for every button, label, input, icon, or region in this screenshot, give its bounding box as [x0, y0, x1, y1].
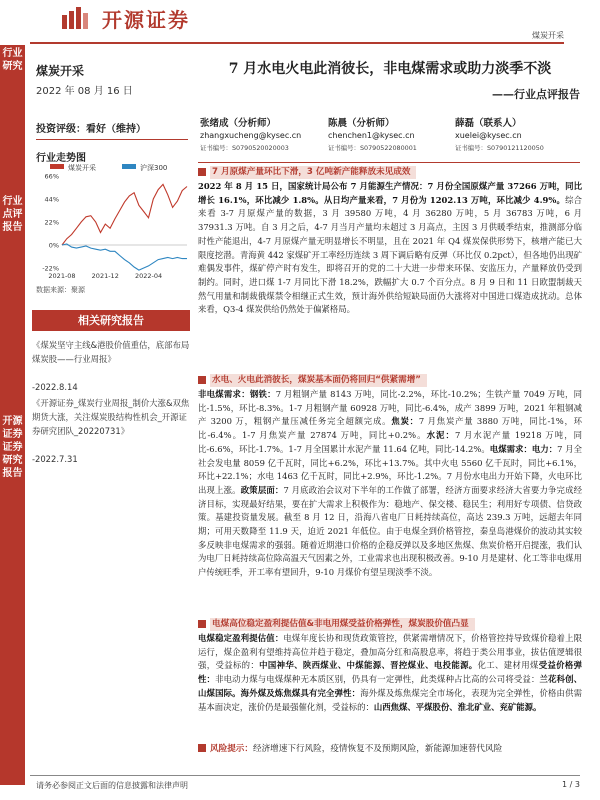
series-line-1: [62, 244, 187, 270]
left-divider: [36, 139, 188, 140]
logo-mark-icon: [62, 7, 96, 29]
chart-x-axis: [48, 272, 162, 280]
y-tick-label: -22%: [42, 264, 59, 273]
chart-y-axis: [42, 173, 187, 273]
strip-label-middle: 行业点评报告: [2, 196, 23, 233]
report-title: 7 月水电火电此消彼长，非电煤需求或助力淡季不淡: [228, 61, 552, 77]
analyst-card: [455, 118, 575, 154]
analyst-divider: [198, 162, 580, 163]
strip-label-top: 行业研究: [2, 48, 23, 72]
investment-rating: 投资评级：看好（维持）: [36, 124, 146, 135]
related-report-date: -2022.8.14: [32, 382, 78, 392]
analyst-name: 薛磊（联系人）: [455, 118, 522, 129]
legend-label-0: 煤炭开采: [68, 164, 96, 172]
header-divider: [30, 42, 564, 44]
related-reports-header: 相关研究报告: [32, 310, 190, 331]
header-sector-tag: 煤炭开采: [532, 31, 564, 40]
analyst-cert: 证书编号：S0790121120050: [455, 144, 544, 152]
y-tick-label: 22%: [44, 218, 59, 227]
report-subtitle: ——行业点评报告: [492, 88, 580, 101]
chart-title: 行业走势图: [36, 153, 86, 164]
industry-trend-chart: [32, 160, 192, 284]
bullet-icon: [198, 168, 206, 176]
analyst-email[interactable]: chenchen1@kysec.cn: [328, 131, 415, 140]
y-tick-label: 66%: [44, 172, 59, 181]
section-body: 2022 年 8 月 15 日，国家统计局公布 7 月能源生产情况：7 月份全国原煤产量 37266 万吨，同比增长 16.1%，环比减少 1.8%。从日均产量来看，7 月份为 1202.13 万吨，环比减少 4.9%。综合来看 3-7 月原煤产量的数据，3 月 39580 万吨，4 月 36280 万吨，5 月 36783 万吨，6 月 37931.3 万吨。自 3 月之后，4-7 月当月产量均未超过 3 月高点，主因 3 月供暖季结束，推测部分临时性产能退出，4-7 月原煤产量无明显增长不明显，且在 2021 年 Q4 煤炭保供形势下，核增产能已大限度挖潜。青海黄 442 家煤矿开工率经历连续 3 周下调后略有反弹（环比仅 0.2pct），但各地仍出现矿难偶发事件，煤矿停产时有发生，即将召开的党的二十大进一步带来环保、安监压力，产量释放仍受到制约。同时，进口煤 1-7 月同比下滑 18.2%，跌幅扩大 0.7 个百分点。8 月 9 日和 11 日欧盟制裁天然气用量和制裁俄煤禁令相继正式生效，预计海外供给短缺局面仍大涨将对中国进口煤造成扰动。总体来看，Q3-4 煤炭供给仍然处于偏紧格局。: [198, 181, 582, 315]
y-tick-label: 0%: [48, 241, 59, 250]
chart-legend: [50, 163, 167, 172]
chart-source: 数据来源：聚源: [36, 286, 85, 294]
bullet-icon: [198, 376, 206, 384]
x-tick-label: 2021-08: [48, 272, 76, 280]
analyst-card: [328, 118, 448, 154]
risk-text: 经济增速下行风险，疫情恢复不及预期风险，新能源加速替代风险: [252, 744, 503, 754]
section-heading: 7 月原煤产量环比下滑，3 亿吨新产能释放未见成效: [198, 165, 416, 179]
footer-disclaimer: 请务必参阅正文后面的信息披露和法律声明: [36, 781, 188, 790]
strip-label-bottom: 开源证券 证券研究报告: [2, 416, 23, 479]
analyst-name: 陈晨（分析师）: [328, 118, 395, 129]
report-date: 2022 年 08 月 16 日: [36, 86, 133, 97]
chart-lines: [62, 184, 187, 270]
x-tick-label: 2021-12: [91, 272, 119, 280]
legend-swatch-1: [122, 164, 136, 169]
x-tick-label: 2022-04: [134, 272, 163, 280]
bullet-icon: [198, 744, 206, 752]
page-number: 1 / 3: [562, 780, 580, 789]
analyst-card: [200, 118, 320, 154]
related-report-item[interactable]: 《煤炭坚守主线&港股价值重估，底部布局煤炭股——行业周报》: [32, 340, 190, 364]
section-body: 非电煤需求：钢铁：7 月粗钢产量 8143 万吨，同比-2.2%，环比-10.2%；生铁产量 7049 万吨，同比-1.5%，环比-8.3%。1-7 月粗钢产量 60928 万吨，同比-6.4%，成产 3899 万吨，2021 年粗钢减产 3200 万，粗钢产量压减任务完全超额完成。焦炭：7 月焦炭产量 3880 万吨，同比-1%，环比-6.4%。1-7 月焦炭产量 27874 万吨，同比+0.2%。水泥：7 月水泥产量 19218 万吨，同比-6.6%，环比-1.7%。1-7 月全国累计水泥产量 11.64 亿吨，同比-14.2%。电煤需求：电力：7 月全社会发电量 8059 亿千瓦时，同比+6.2%，环比+13.7%。其中火电 5560 亿千瓦时，同比+6.1%，环比+22.1%；水电 1463 亿千瓦时，同比+2.9%，环比-1.2%。7 月份水电出力开始下降，火电环比出现上涨。政策层面：7 月底政治会议对下半年的工作做了部署，经济方面要求经济大省要力争完成经济目标，实现最好结果，要在扩大需求上积极作为：稳地产、保交楼、稳民生；利用好专项债、信贷政策。基建投资量发展。截至 8 月 12 日，沿海八省电厂日耗持续高位，高达 239.3 万吨，远超去年同期；可用天数降至 11.9 天，迫近 2021 年低位。由于电煤全到价格管控，秦皇岛港煤价的波动其实较多反映非电煤需求的强弱。随着近期港口价格的企稳反弹以及多地区焦煤、焦炭价格开启提涨，我们认为电厂日耗持续高位除高温天气因素之外，工业需求也出现积极改善。9-10 月是建材、化工等非电煤用户传统旺季，开工率有望回升，9-10 月煤价有望呈现淡季不淡。: [198, 389, 583, 578]
series-line-0: [62, 184, 187, 245]
analyst-name: 张绪成（分析师）: [200, 118, 277, 129]
analyst-cert: 证书编号：S0790520020003: [200, 144, 289, 152]
legend-label-1: 沪深300: [140, 164, 168, 172]
analyst-email[interactable]: xuelei@kysec.cn: [455, 131, 522, 140]
y-tick-label: 44%: [44, 195, 59, 204]
section-body: 电煤稳定盈利提估值：电煤年度长协和现货政策管控，供紧需增情况下，价格管控持导致煤价稳着上限运行，煤企盈利有望维持高位并趋于稳定，叠加高分红和高股息率，将趋于类公用事业，拔估值逻辑很强，受益标的：中国神华、陕西煤业、中煤能源、晋控煤业、电投能源。化工、建材用煤受益价格弹性：非电动力煤与电煤煤种无本质区别，仍具有一定弹性，此类煤种占比高的公司将受益：兰花科创、山煤国际。海外煤及炼焦煤具有完全弹性：海外煤及炼焦煤完全市场化，表现为完全弹性，价格由供需基本面决定，涨价仍是最强催化剂，受益标的：山西焦煤、平煤股份、淮北矿业、兖矿能源。: [198, 633, 583, 712]
sector-name: 煤炭开采: [36, 64, 85, 78]
footer-divider: [30, 775, 580, 776]
logo-text: 开源证券: [102, 7, 190, 32]
analyst-cert: 证书编号：S0790522080001: [328, 144, 417, 152]
risk-heading: 风险提示： 经济增速下行风险，疫情恢复不及预期风险，新能源加速替代风险: [198, 741, 502, 755]
section-heading: 水电、火电此消彼长，煤炭基本面仍将回归“供紧需增”: [198, 373, 427, 387]
side-strip: [0, 45, 25, 785]
company-logo: [62, 6, 190, 30]
section-heading: 电煤高位稳定盈利提估值&非电用煤受益价格弹性，煤炭股价值凸显: [198, 617, 475, 631]
related-report-item[interactable]: 《开源证券_煤炭行业周报_制价大涨&双焦期货大涨，关注煤炭股结构性机会_开源证券研究团队_20220731》: [32, 398, 190, 436]
analyst-email[interactable]: zhangxucheng@kysec.cn: [200, 131, 302, 140]
related-report-date: -2022.7.31: [32, 454, 78, 464]
bullet-icon: [198, 620, 206, 628]
legend-swatch-0: [50, 164, 64, 169]
